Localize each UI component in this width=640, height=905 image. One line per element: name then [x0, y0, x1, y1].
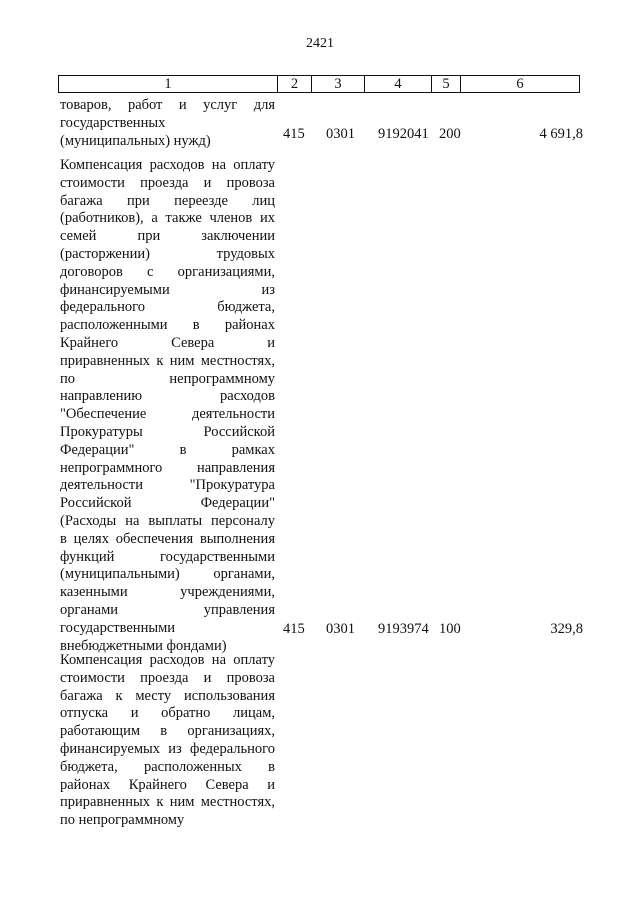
column-header-1: 1 [59, 76, 278, 93]
description-line: направлению расходов [60, 388, 275, 405]
row-2-col-5: 100 [439, 621, 461, 637]
description-line: функций государственными [60, 548, 275, 565]
description-line: внебюджетными фондами) [60, 637, 227, 654]
column-header-3: 3 [312, 76, 365, 93]
description-line: казенными учреждениями, [60, 584, 275, 601]
row-1-col-4: 9192041 [378, 126, 429, 142]
description-line: багажа к месту использования [60, 687, 275, 704]
description-line: финансируемыми из [60, 281, 275, 298]
column-header-6: 6 [461, 76, 580, 93]
description-line: договоров с организациями, [60, 263, 275, 280]
description-line: в целях обеспечения выполнения [60, 530, 275, 547]
description-line: по непрограммному [60, 812, 185, 829]
description-line: работающим в организациях, [60, 723, 275, 740]
description-line: Крайнего Севера и [60, 334, 275, 351]
description-line: "Обеспечение деятельности [60, 406, 275, 423]
description-line: государственных [60, 114, 166, 131]
description-line: Российской Федерации" [60, 495, 275, 512]
description-line: Прокуратуры Российской [60, 423, 275, 440]
row-3-description [60, 652, 275, 830]
description-line: багажа при переезде лиц [60, 192, 275, 209]
description-line: непрограммного направления [60, 459, 275, 476]
description-line: финансируемых из федерального [60, 740, 275, 757]
row-2-description [60, 157, 275, 655]
description-line: семей при заключении [60, 228, 275, 245]
description-line: товаров, работ и услуг для [60, 97, 275, 113]
page-number: 2421 [306, 36, 334, 51]
description-line: стоимости проезда и провоза [60, 174, 275, 191]
row-2-col-2: 415 [283, 621, 305, 637]
column-header-5: 5 [432, 76, 461, 93]
description-line: районах Крайнего Севера и [60, 776, 275, 793]
description-line: (муниципальными) органами, [60, 566, 275, 583]
row-1-col-5: 200 [439, 126, 461, 142]
description-line: органами управления [60, 601, 275, 618]
description-line: федерального бюджета, [60, 299, 275, 316]
description-line: расположенными в районах [60, 317, 275, 334]
description-line: (Расходы на выплаты персоналу [60, 512, 275, 529]
column-header-row [58, 75, 580, 93]
description-line: приравненных к ним местностях, [60, 352, 275, 369]
column-header-4: 4 [365, 76, 432, 93]
description-line: деятельности "Прокуратура [60, 477, 275, 494]
row-1-col-3: 0301 [326, 126, 355, 142]
row-2-col-6: 329,8 [550, 621, 583, 637]
row-1-description [60, 97, 275, 150]
row-2-col-4: 9193974 [378, 621, 429, 637]
description-line: приравненных к ним местностях, [60, 794, 275, 811]
description-line: бюджета, расположенных в [60, 758, 275, 775]
description-line: Компенсация расходов на оплату [60, 157, 275, 173]
description-line: государственными [60, 619, 176, 636]
description-line: (расторжении) трудовых [60, 245, 275, 262]
description-line: по непрограммному [60, 370, 275, 387]
description-line: Федерации" в рамках [60, 441, 275, 458]
description-line: отпуска и обратно лицам, [60, 705, 275, 722]
row-1-col-6: 4 691,8 [539, 126, 583, 142]
description-line: Компенсация расходов на оплату [60, 652, 275, 668]
row-2-col-3: 0301 [326, 621, 355, 637]
description-line: (муниципальных) нужд) [60, 132, 211, 149]
column-header-2: 2 [278, 76, 312, 93]
description-line: стоимости проезда и провоза [60, 669, 275, 686]
description-line: (работников), а также членов их [60, 210, 275, 227]
row-1-col-2: 415 [283, 126, 305, 142]
